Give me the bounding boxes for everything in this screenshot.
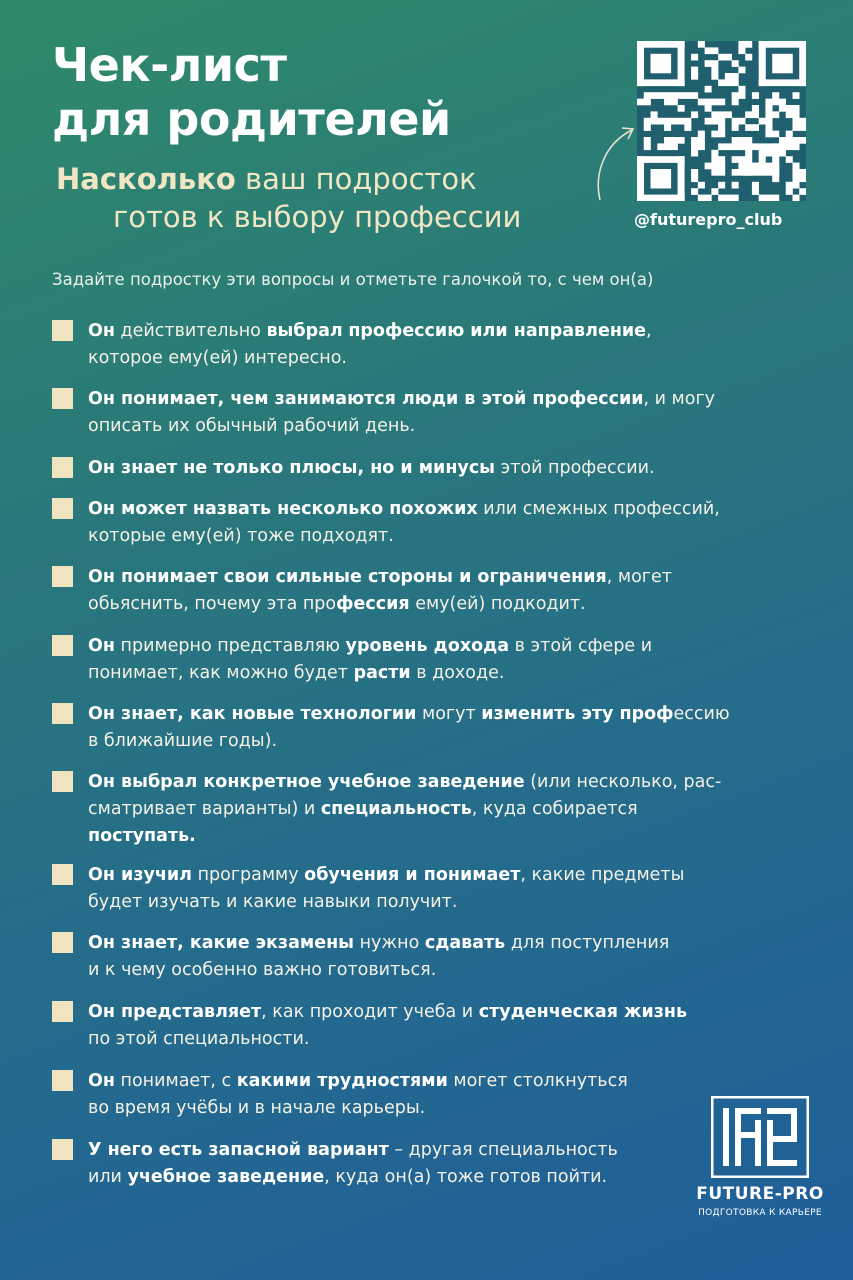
checklist-item-text: Он понимает свои сильные стороны и ограничения, могет обьяснить, почему эта профессия ему(ей) подкодит. (88, 567, 672, 614)
brand-name: FUTURE-PRO (696, 1184, 824, 1204)
future-pro-logo-icon (711, 1096, 809, 1178)
qr-code-icon[interactable] (637, 41, 806, 201)
checklist-item (52, 633, 812, 687)
checklist-item-text: Он понимает, чем занимаются люди в этой профессии, и могу описать их обычный рабочий день. (88, 389, 716, 436)
checkbox[interactable] (52, 771, 73, 792)
title-line-2: для родителей (52, 92, 451, 146)
checklist-item-text: Он может назвать несколько похожих или смежных профессий, которые ему(ей) тоже подходят. (88, 499, 720, 546)
intro-text: Задайте подростку эти вопросы и отметьте галочкой то, с чем он(а) (52, 270, 654, 289)
checklist-item (52, 999, 812, 1053)
checklist-item (52, 318, 812, 372)
checklist-item (52, 386, 812, 440)
curved-arrow-icon (592, 124, 642, 204)
subtitle-line-2: готов к выбору профессии (113, 200, 522, 234)
checkbox[interactable] (52, 864, 73, 885)
subtitle-bold: Насколько (56, 162, 236, 196)
checklist-item-text: Он представляет, как проходит учеба и студенческая жизнь по этой специальности. (88, 1002, 688, 1049)
checkbox[interactable] (52, 1139, 73, 1160)
checklist-item-text: Он действительно выбрал профессию или направление, которое ему(ей) интересно. (88, 321, 652, 368)
checklist-item-text: Он выбрал конкретное учебное заведение (или несколько, рас- сматривает варианты) и специальность, куда собирается поступать. (88, 772, 722, 846)
checkbox[interactable] (52, 635, 73, 656)
checkbox[interactable] (52, 457, 73, 478)
checklist-item (52, 564, 812, 618)
social-handle[interactable]: @futurepro_club (634, 210, 783, 229)
checkbox[interactable] (52, 320, 73, 341)
page-subtitle (56, 160, 521, 236)
checklist-item (52, 1137, 812, 1191)
checklist-item (52, 701, 812, 755)
brand-tagline: ПОДГОТОВКА К КАРЬЕРЕ (698, 1208, 822, 1218)
checkbox[interactable] (52, 388, 73, 409)
checklist-item (52, 496, 812, 550)
checklist-item-text: Он изучил программу обучения и понимает, какие предметы будет изучать и какие навыки получит. (88, 865, 685, 912)
checkbox[interactable] (52, 703, 73, 724)
checklist-item-text: Он понимает, с какими трудностями могет столкнуться во время учёбы и в начале карьеры. (88, 1071, 628, 1118)
checklist-item (52, 769, 812, 850)
checklist-item-text: У него есть запасной вариант – другая специальность или учебное заведение, куда он(а) тоже готов пойти. (88, 1140, 618, 1187)
checklist-item-text: Он примерно представляю уровень дохода в этой сфере и понимает, как можно будет расти в доходе. (88, 636, 653, 683)
title-line-1: Чек-лист (52, 38, 287, 92)
checkbox[interactable] (52, 498, 73, 519)
checklist-item (52, 455, 812, 482)
checklist-item (52, 930, 812, 984)
checklist-item-text: Он знает не только плюсы, но и минусы этой профессии. (88, 458, 655, 478)
checklist-item (52, 862, 812, 916)
checkbox[interactable] (52, 1001, 73, 1022)
checklist-item (52, 1068, 812, 1122)
checklist-item-text: Он знает, как новые технологии могут изменить эту профессию в ближайшие годы). (88, 704, 730, 751)
checklist-item-text: Он знает, какие экзамены нужно сдавать для поступления и к чему особенно важно готовиться. (88, 933, 670, 980)
subtitle-rest: ваш подросток (235, 162, 477, 196)
checkbox[interactable] (52, 932, 73, 953)
page-title (52, 38, 451, 146)
checkbox[interactable] (52, 566, 73, 587)
checkbox[interactable] (52, 1070, 73, 1091)
